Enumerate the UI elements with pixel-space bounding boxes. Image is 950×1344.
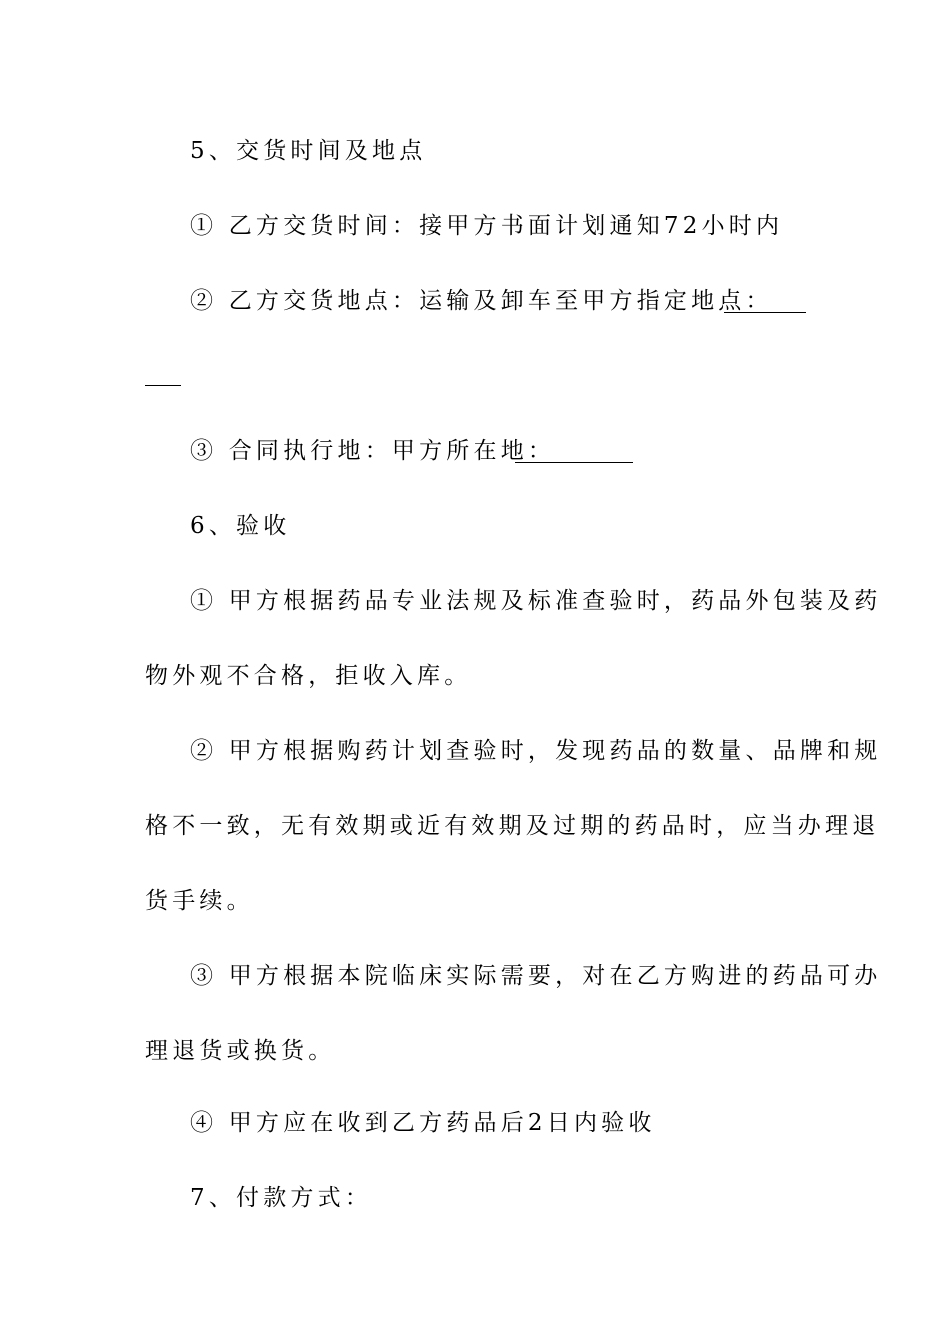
clause-inspection-line-1: ① 甲方根据药品专业法规及标准查验时，药品外包装及药 xyxy=(190,588,882,614)
clause-plan-check-line-2: 格不一致，无有效期或近有效期及过期的药品时，应当办理退 xyxy=(145,813,880,839)
fill-in-blank-location xyxy=(724,290,806,313)
clause-delivery-time: ① 乙方交货时间：接甲方书面计划通知72小时内 xyxy=(190,213,784,239)
clause-delivery-location: ② 乙方交货地点：运输及卸车至甲方指定地点： xyxy=(190,288,773,314)
clause-acceptance-deadline: ④ 甲方应在收到乙方药品后2日内验收 xyxy=(190,1110,656,1136)
clause-inspection-line-2: 物外观不合格，拒收入库。 xyxy=(145,663,472,689)
section-heading-delivery: 5、交货时间及地点 xyxy=(190,138,427,164)
section-heading-payment: 7、付款方式： xyxy=(190,1185,373,1211)
section-heading-acceptance: 6、验收 xyxy=(190,513,291,539)
clause-return-line-1: ③ 甲方根据本院临床实际需要，对在乙方购进的药品可办 xyxy=(190,963,882,989)
clause-plan-check-line-1: ② 甲方根据购药计划查验时，发现药品的数量、品牌和规 xyxy=(190,738,882,764)
clause-contract-place: ③ 合同执行地：甲方所在地： xyxy=(190,438,556,464)
clause-return-line-2: 理退货或换货。 xyxy=(145,1038,336,1064)
fill-in-blank-location-continued xyxy=(145,363,181,386)
clause-plan-check-line-3: 货手续。 xyxy=(145,888,254,914)
fill-in-blank-contract-place xyxy=(515,440,633,463)
